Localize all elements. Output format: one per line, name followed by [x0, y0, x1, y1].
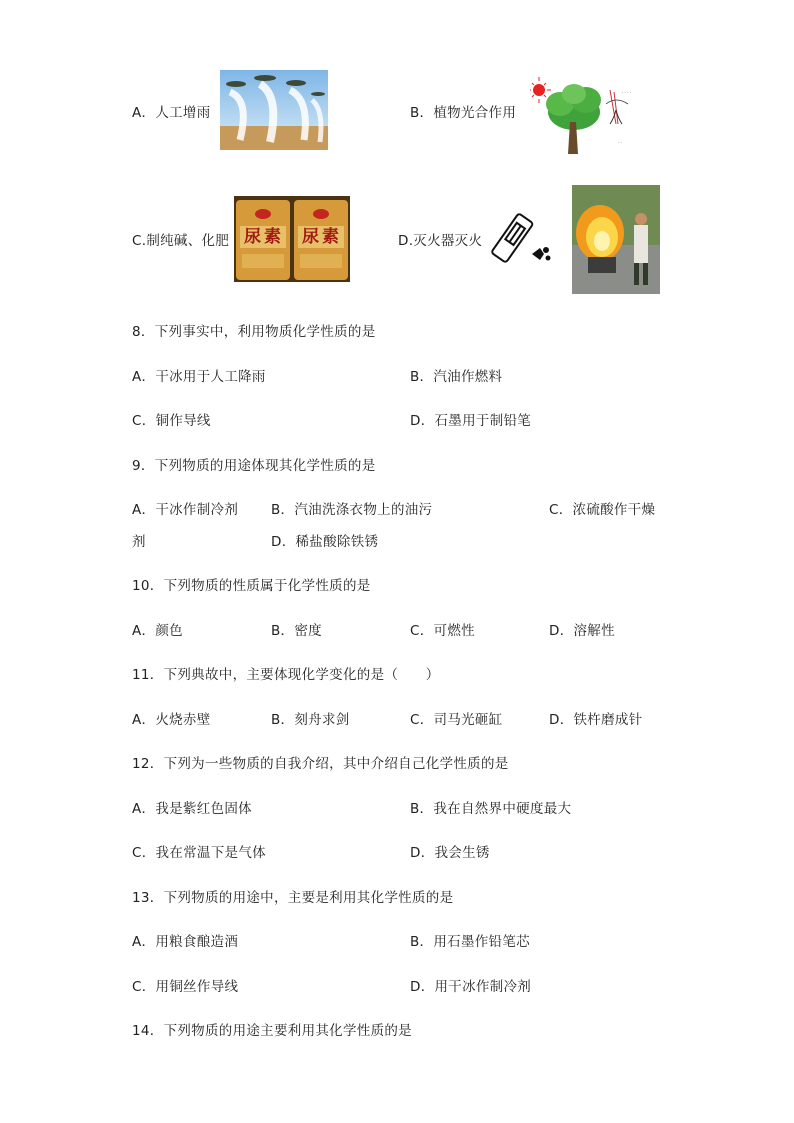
- q12-option-a: A．我是紫红色固体: [132, 801, 252, 817]
- q12-stem: 12．下列为一些物质的自我介绍，其中介绍自己化学性质的是: [132, 756, 509, 772]
- q9-option-d: D．稀盐酸除铁锈: [271, 534, 379, 550]
- photosynthesis-tree-image: [530, 74, 640, 156]
- q10-option-b: B．密度: [271, 623, 322, 639]
- bag-label-right: 尿素: [302, 227, 342, 247]
- q9-option-a-wrap: 剂: [132, 534, 146, 550]
- q11-option-c: C．司马光砸缸: [410, 712, 503, 728]
- fire-extinguishing-photo: [572, 185, 660, 294]
- q9-stem: 9．下列物质的用途体现其化学性质的是: [132, 458, 376, 474]
- q11-option-d: D．铁杵磨成针: [549, 712, 643, 728]
- q10-option-d: D．溶解性: [549, 623, 615, 639]
- q12-option-d: D．我会生锈: [410, 845, 490, 861]
- svg-text:· · · ·: · · · ·: [622, 90, 631, 95]
- q12-option-b: B．我在自然界中硬度最大: [410, 801, 572, 817]
- q9-option-b: B．汽油洗涤衣物上的油污: [271, 502, 433, 518]
- q10-stem: 10．下列物质的性质属于化学性质的是: [132, 578, 371, 594]
- q8-option-d: D．石墨用于制铅笔: [410, 413, 532, 429]
- q10-option-a: A．颜色: [132, 623, 183, 639]
- q7-option-d: D.灭火器灭火: [398, 233, 483, 249]
- q9-option-a: A．干冰作制冷剂: [132, 502, 239, 518]
- q14-stem: 14．下列物质的用途主要利用其化学性质的是: [132, 1023, 412, 1039]
- q8-stem: 8．下列事实中，利用物质化学性质的是: [132, 324, 376, 340]
- urea-fertilizer-bags-image: [234, 196, 350, 282]
- q13-option-d: D．用干冰作制冷剂: [410, 979, 532, 995]
- q11-option-b: B．刻舟求剑: [271, 712, 350, 728]
- q12-option-c: C．我在常温下是气体: [132, 845, 266, 861]
- q8-option-b: B．汽油作燃料: [410, 369, 503, 385]
- q8-option-c: C．铜作导线: [132, 413, 211, 429]
- q11-stem: 11．下列典故中，主要体现化学变化的是（ ）: [132, 667, 440, 683]
- svg-text:· ·: · ·: [618, 140, 622, 145]
- q10-option-c: C．可燃性: [410, 623, 475, 639]
- q7-option-b: B．植物光合作用: [410, 105, 517, 121]
- artificial-rain-image: [220, 70, 328, 150]
- q13-stem: 13．下列物质的用途中，主要是利用其化学性质的是: [132, 890, 454, 906]
- q13-option-a: A．用粮食酿造酒: [132, 934, 239, 950]
- q9-option-c: C．浓硫酸作干燥: [549, 502, 656, 518]
- q7-option-a: A．人工增雨: [132, 105, 211, 121]
- bag-label-left: 尿素: [244, 227, 284, 247]
- q13-option-c: C．用铜丝作导线: [132, 979, 239, 995]
- extinguisher-icon: [488, 212, 552, 272]
- q13-option-b: B．用石墨作铅笔芯: [410, 934, 530, 950]
- q8-option-a: A．干冰用于人工降雨: [132, 369, 266, 385]
- q7-option-c: C.制纯碱、化肥: [132, 233, 230, 249]
- q11-option-a: A．火烧赤壁: [132, 712, 211, 728]
